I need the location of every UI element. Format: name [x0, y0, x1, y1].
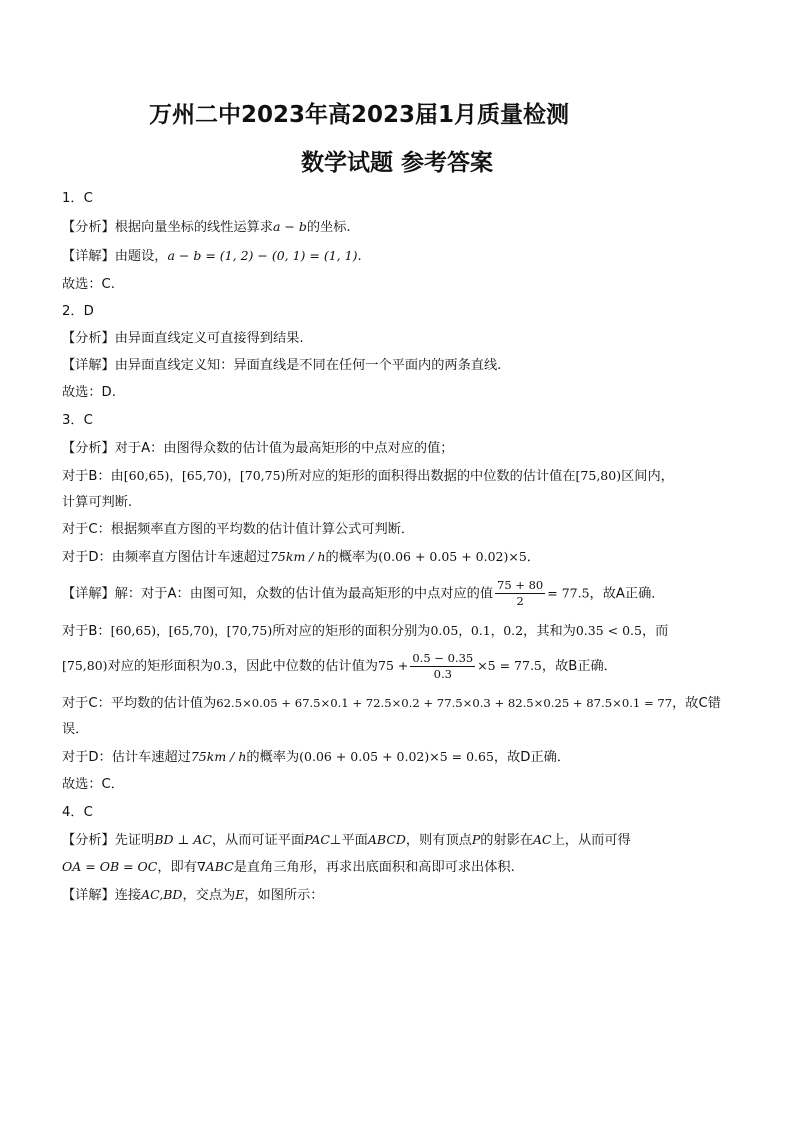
- text: 对于D：由频率直方图估计车速超过: [62, 550, 270, 565]
- vector-equation: a − b = (1, 2) − (0, 1) = (1, 1): [167, 248, 358, 263]
- text: 所对应的矩形的面积分别为: [272, 624, 431, 639]
- q3-analysis-b1: [62, 467, 674, 486]
- q1-answer: 故选：C.: [62, 277, 115, 292]
- text: 对于D：估计车速超过: [62, 750, 191, 765]
- intervals: [60,65)，[65,70)，[70,75): [123, 468, 286, 483]
- analysis-tag: 【分析】: [62, 441, 115, 456]
- value: 0.3: [213, 658, 233, 673]
- q3-detail-c2: 误．: [62, 722, 89, 737]
- q3-analysis-c: 对于C：根据频率直方图的平均数的估计值计算公式可判断．: [62, 522, 415, 537]
- q3-analysis-b2: 计算可判断.: [62, 495, 133, 510]
- fraction: [495, 578, 545, 609]
- text: 的射影在: [480, 833, 534, 848]
- math: AC,BD: [141, 887, 183, 902]
- q3-detail-a: [62, 578, 665, 610]
- text: 由异面直线定义可直接得到结果.: [114, 331, 304, 346]
- q1-detail: [62, 247, 362, 266]
- text: ，则有顶点: [405, 833, 472, 848]
- numerator: 0.5 − 0.35: [412, 650, 474, 665]
- math: OA = OB = OC: [62, 859, 158, 874]
- text: 的概率为: [325, 550, 379, 565]
- interval: [75,80): [575, 468, 622, 483]
- speed: 75km / h: [269, 549, 326, 564]
- q2-analysis: [62, 330, 304, 348]
- q1-number: 1．C: [62, 191, 93, 206]
- text: 对于A：由图得众数的估计值为最高矩形的中点对应的值；: [114, 441, 454, 456]
- detail-tag: 【详解】: [62, 358, 115, 373]
- q3-number: 3．C: [62, 413, 93, 428]
- expression: (0.06 + 0.05 + 0.02)×5 = 0.65: [299, 749, 494, 764]
- inequality: 0.35 < 0.5: [575, 623, 642, 638]
- q4-detail: [62, 886, 323, 905]
- q3-analysis-a: [62, 440, 453, 458]
- text: ，因此中位数的估计值为: [232, 659, 378, 674]
- detail-tag: 【详解】: [62, 586, 115, 602]
- text: ，从而可证平面: [211, 833, 305, 848]
- text: ，故D正确．: [493, 750, 571, 765]
- denominator: 0.3: [433, 666, 452, 681]
- text: ，其和为: [523, 624, 576, 639]
- text: ，而: [641, 624, 669, 639]
- q2-answer: 故选：D.: [62, 385, 116, 400]
- text: 先证明: [114, 833, 155, 848]
- denominator: 2: [516, 594, 524, 608]
- text: 的概率为: [246, 750, 300, 765]
- math: AC: [533, 832, 552, 847]
- q4-number: 4．C: [62, 805, 93, 820]
- text: 根据向量坐标的线性运算求: [114, 220, 273, 235]
- text: ．: [526, 550, 540, 565]
- math: BD ⊥ AC: [154, 832, 212, 847]
- result: = 77.5: [547, 585, 590, 601]
- text: 的坐标.: [306, 220, 351, 235]
- expr-suffix: ×5 = 77.5: [477, 658, 542, 673]
- speed: 75km / h: [190, 749, 247, 764]
- expr-prefix: 75 +: [378, 658, 409, 673]
- math: E: [235, 887, 245, 902]
- intervals: [60,65)，[65,70)，[70,75): [110, 623, 273, 638]
- text: ，如图所示：: [244, 888, 324, 903]
- text: 由异面直线定义知：异面直线是不同在任何一个平面内的两条直线.: [114, 358, 502, 373]
- q4-analysis-1: [62, 831, 631, 850]
- vector-expression: a − b: [273, 219, 307, 234]
- text: 对于B：由: [62, 469, 124, 484]
- q3-detail-b2: [62, 650, 617, 683]
- math: ∇ABC: [196, 859, 234, 874]
- text: 解：对于A：由图可知，众数的估计值为最高矩形的中点对应的值: [114, 586, 494, 602]
- expression: (0.06 + 0.05 + 0.02)×5: [378, 549, 527, 564]
- detail-tag: 【详解】: [62, 249, 115, 264]
- mean-expression: 62.5×0.05 + 67.5×0.1 + 72.5×0.2 + 77.5×0.3 + 82.5×0.25 + 87.5×0.1 = 77: [216, 696, 673, 710]
- q3-analysis-d: [62, 548, 540, 567]
- text: 所对应的矩形的面积得出数据的中位数的估计值在: [285, 469, 576, 484]
- values: 0.05，0.1，0.2: [430, 623, 524, 638]
- q3-detail-d: [62, 748, 570, 767]
- math: ABCD: [367, 832, 406, 847]
- text: 由题设，: [114, 249, 168, 264]
- math: PAC: [304, 832, 330, 847]
- analysis-tag: 【分析】: [62, 331, 115, 346]
- text: ，故A正确．: [589, 586, 665, 602]
- interval: [75,80): [62, 658, 108, 673]
- page-title: 万州二中2023年高2023届1月质量检测: [148, 102, 570, 128]
- text: 区间内，: [621, 469, 674, 484]
- q3-answer: 故选：C．: [62, 777, 124, 792]
- text: ，故B正确．: [541, 659, 617, 674]
- numerator: 75 + 80: [497, 578, 544, 592]
- text: 是直角三角形，再求出底面积和高即可求出体积.: [233, 860, 515, 875]
- q2-number: 2．D: [62, 304, 94, 319]
- fraction: [410, 651, 475, 682]
- q1-analysis: [62, 218, 351, 237]
- text: ⊥平面: [330, 833, 368, 848]
- q3-detail-c1: [62, 694, 721, 713]
- q4-analysis-2: [62, 858, 515, 877]
- q2-detail: [62, 357, 501, 375]
- text: 上，从而可得: [551, 833, 631, 848]
- text: 对于B：: [62, 624, 111, 639]
- detail-tag: 【详解】: [62, 888, 115, 903]
- text: ，故C错: [672, 696, 721, 711]
- math: P: [471, 832, 481, 847]
- analysis-tag: 【分析】: [62, 833, 115, 848]
- text: 对应的矩形面积为: [107, 659, 214, 674]
- q3-detail-b1: [62, 622, 668, 641]
- text: 对于C：平均数的估计值为: [62, 696, 217, 711]
- text: ，交点为: [182, 888, 236, 903]
- analysis-tag: 【分析】: [62, 220, 115, 235]
- text: ，即有: [157, 860, 197, 875]
- page-subtitle: 数学试题 参考答案: [300, 150, 493, 176]
- text: .: [357, 249, 362, 264]
- text: 连接: [114, 888, 142, 903]
